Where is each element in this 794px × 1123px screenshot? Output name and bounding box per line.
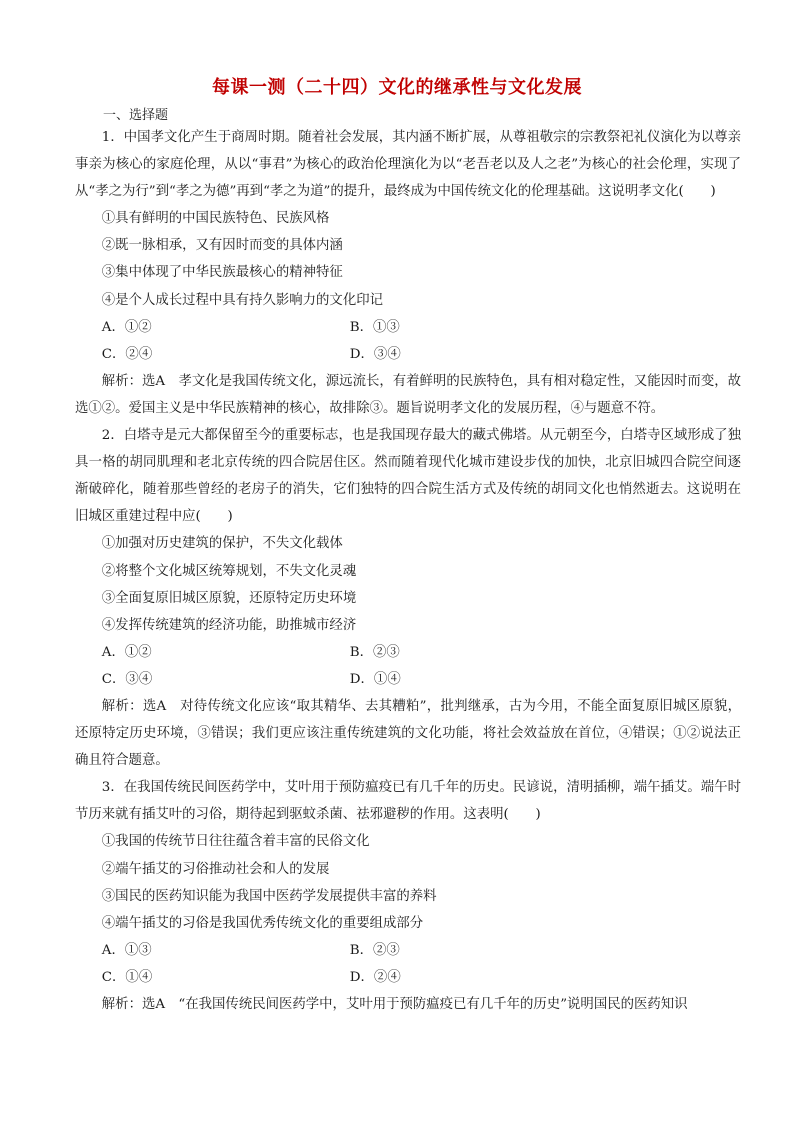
section-heading: 一、选择题 <box>103 108 169 123</box>
statement-option: ④端午插艾的习俗是我国优秀传统文化的重要组成部分 <box>101 915 424 931</box>
answer-choice-d: D．②④ <box>349 969 401 985</box>
question-list <box>75 124 741 1018</box>
answer-choice-a: A．①② <box>101 319 152 335</box>
page-title: 每课一测（二十四）文化的继承性与文化发展 <box>212 77 582 98</box>
statement-option: ②既一脉相承，又有因时而变的具体内涵 <box>101 238 343 254</box>
answer-choice-a: A．①② <box>101 644 152 660</box>
answer-choice-a: A．①③ <box>101 942 152 958</box>
question-stem: 2．白塔寺是元大都保留至今的重要标志，也是我国现存最大的藏式佛塔。从元朝至今，白塔寺区域形成了独具一格的胡同肌理和老北京传统的四合院居住区。然而随着现代化城市建设步伐的加快，北京旧城四合院空间逐渐破碎化，随着那些曾经的老房子的消失，它们独特的四合院生活方式及传统的胡同文化也悄然逝去。这说明在旧城区重建过程中应( ) <box>75 428 741 525</box>
answer-choices-row <box>75 666 741 693</box>
answer-choice-c: C．②④ <box>101 346 153 362</box>
question-stem: 3．在我国传统民间医药学中，艾叶用于预防瘟疫已有几千年的历史。民谚说，清明插柳，端午插艾。端午时节历来就有插艾叶的习俗，期待起到驱蚊杀菌、祛邪避秽的作用。这表明( ) <box>75 780 741 823</box>
answer-choice-b: B．①③ <box>349 319 400 335</box>
answer-choices-row <box>75 639 741 666</box>
answer-choices-row <box>75 937 741 964</box>
statement-option: ①加强对历史建筑的保护，不失文化载体 <box>101 536 343 552</box>
answer-choice-d: D．③④ <box>349 346 401 362</box>
answer-choices-row <box>75 314 741 341</box>
statement-option: ①具有鲜明的中国民族特色、民族风格 <box>101 211 330 227</box>
statement-option: ③集中体现了中华民族最核心的精神特征 <box>101 265 343 281</box>
statement-option: ③全面复原旧城区原貌，还原特定历史环境 <box>101 590 357 606</box>
answer-choice-b: B．②③ <box>349 644 400 660</box>
explanation: 解析：选A “在我国传统民间医药学中，艾叶用于预防瘟疫已有几千年的历史”说明国民的医药知识 <box>101 997 688 1012</box>
statement-option: ①我国的传统节日往往蕴含着丰富的民俗文化 <box>101 834 370 850</box>
answer-choice-c: C．①④ <box>101 969 153 985</box>
question-1 <box>75 124 741 422</box>
question-3 <box>75 774 741 1018</box>
answer-choice-d: D．①④ <box>349 671 401 687</box>
statement-option: ④是个人成长过程中具有持久影响力的文化印记 <box>101 292 383 308</box>
explanation: 解析：选A 孝文化是我国传统文化，源远流长，有着鲜明的民族特色，具有相对稳定性，又能因时而变，故选①②。爱国主义是中华民族精神的核心，故排除③。题旨说明孝文化的发展历程，④与题意不符。 <box>75 373 741 416</box>
explanation: 解析：选A 对待传统文化应该“取其精华、去其糟粕”，批判继承，古为今用，不能全面复原旧城区原貌，还原特定历史环境，③错误；我们更应该注重传统建筑的文化功能，将社会效益放在首位，④错误；①②说法正确且符合题意。 <box>75 698 741 769</box>
statement-option: ③国民的医药知识能为我国中医药学发展提供丰富的养料 <box>101 888 437 904</box>
answer-choice-b: B．②③ <box>349 942 400 958</box>
statement-option: ②端午插艾的习俗推动社会和人的发展 <box>101 861 330 877</box>
answer-choice-c: C．③④ <box>101 671 153 687</box>
question-stem: 1．中国孝文化产生于商周时期。随着社会发展，其内涵不断扩展，从尊祖敬宗的宗教祭祀礼仪演化为以尊亲事亲为核心的家庭伦理，从以“事君”为核心的政治伦理演化为以“老吾老以及人之老”为核心的社会伦理，实现了从“孝之为行”到“孝之为德”再到“孝之为道”的提升，最终成为中国传统文化的伦理基础。这说明孝文化( ) <box>75 130 741 200</box>
statement-option: ②将整个文化城区统筹规划，不失文化灵魂 <box>101 563 357 579</box>
question-2 <box>75 422 741 774</box>
statement-option: ④发挥传统建筑的经济功能，助推城市经济 <box>101 617 357 633</box>
answer-choices-row <box>75 341 741 368</box>
answer-choices-row <box>75 964 741 991</box>
